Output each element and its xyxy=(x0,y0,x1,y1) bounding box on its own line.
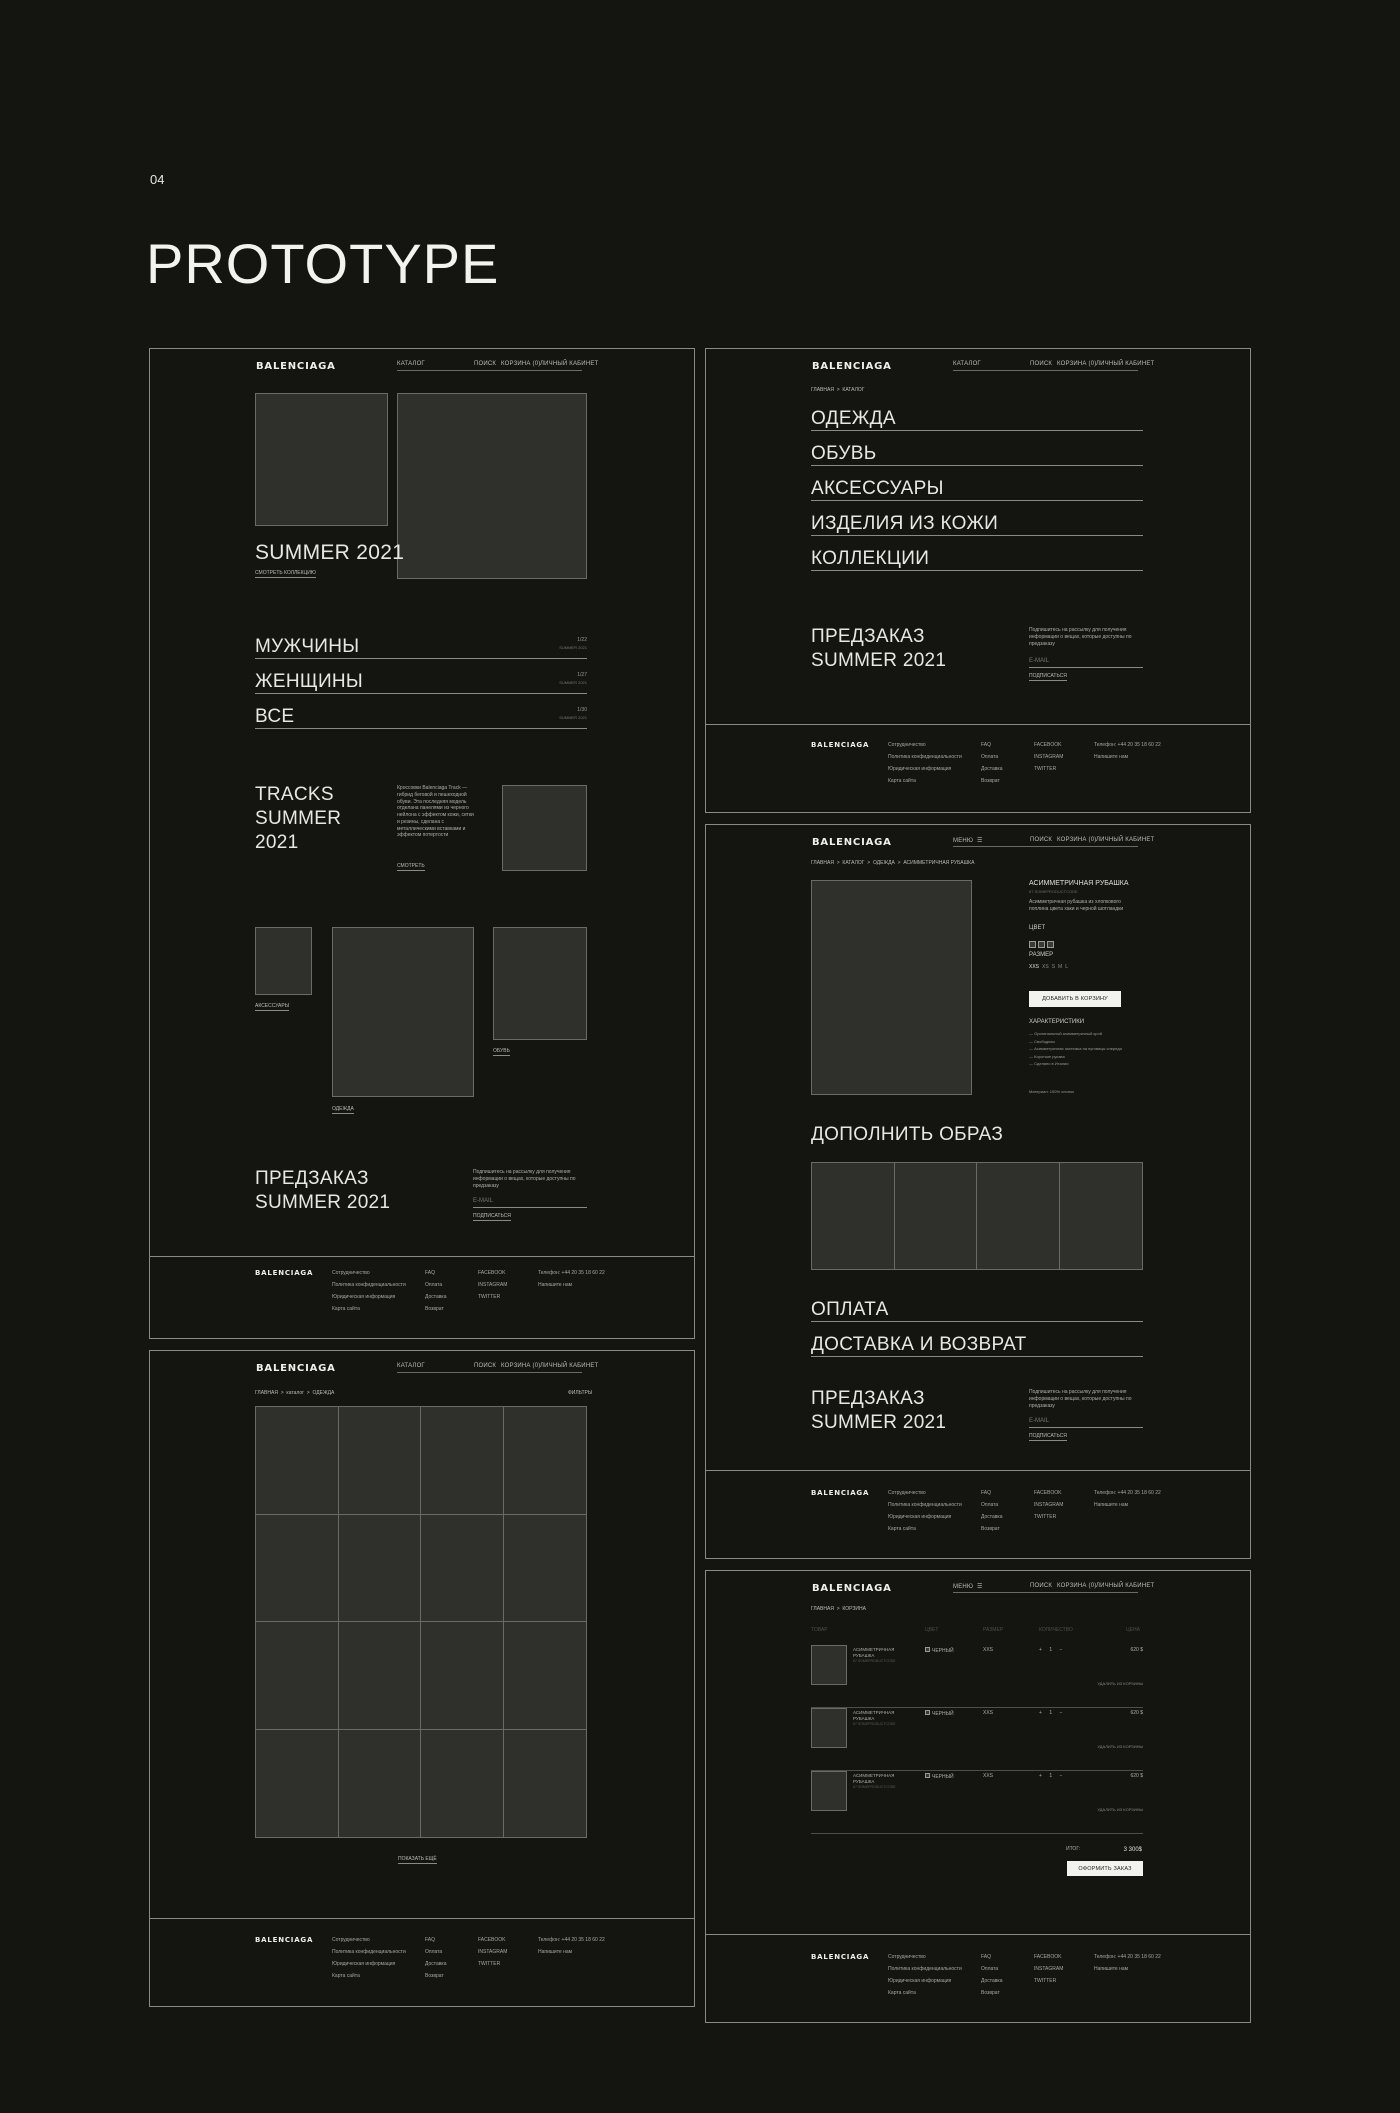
footer-col2[interactable]: FAQ Оплата Доставка Возврат xyxy=(981,1490,1003,1532)
delivery-row[interactable]: ДОСТАВКА И ВОЗВРАТ xyxy=(811,1333,1143,1357)
menu-item-collections[interactable]: КОЛЛЕКЦИИ xyxy=(811,547,1143,571)
cart-item-name[interactable]: АСИММЕТРИЧНАЯ РУБАШКА xyxy=(853,1647,895,1659)
footer-col4[interactable]: Телефон: +44 20 35 18 60 22 Напишите нам xyxy=(1094,742,1161,760)
complete-look-grid xyxy=(811,1162,1143,1270)
col-header-qty: КОЛИЧЕСТВО xyxy=(1039,1627,1073,1633)
preorder-title: ПРЕДЗАКАЗ SUMMER 2021 xyxy=(811,1388,947,1433)
look-item-card[interactable] xyxy=(895,1163,978,1269)
category-count: 1/22 xyxy=(577,637,587,643)
footer-col1[interactable]: Сотрудничество Политика конфиденциальности Юридическая информация Карта сайта xyxy=(332,1937,406,1979)
product-image xyxy=(811,880,972,1095)
footer-logo: BALENCIAGA xyxy=(811,741,870,749)
category-count: 1/27 xyxy=(577,672,587,678)
col-header-price: ЦЕНА xyxy=(1126,1627,1140,1633)
brand-logo[interactable]: BALENCIAGA xyxy=(256,361,336,372)
col-header-color: ЦВЕТ xyxy=(925,1627,939,1633)
product-card[interactable] xyxy=(339,1515,422,1623)
cart-item-image[interactable] xyxy=(811,1708,847,1748)
product-description: Асимметричная рубашка из хлопкового поплина цвета хаки и черной шотландки xyxy=(1029,899,1124,912)
footer-col4[interactable]: Телефон: +44 20 35 18 60 22 Напишите нам xyxy=(538,1270,605,1288)
product-card[interactable] xyxy=(421,1407,504,1515)
menu-item-accessories[interactable]: АКСЕССУАРЫ xyxy=(811,477,1143,501)
payment-row[interactable]: ОПЛАТА xyxy=(811,1298,1143,1322)
add-to-cart-button[interactable]: ДОБАВИТЬ В КОРЗИНУ xyxy=(1029,991,1121,1007)
product-name: АСИММЕТРИЧНАЯ РУБАШКА xyxy=(1029,880,1129,887)
nav-divider xyxy=(953,846,1138,847)
color-swatch xyxy=(925,1710,930,1715)
nav-divider xyxy=(953,1592,1138,1593)
size-option: L xyxy=(1065,964,1068,970)
email-input[interactable]: E-MAIL xyxy=(1029,657,1143,668)
tracks-link[interactable]: СМОТРЕТЬ xyxy=(397,863,425,869)
category-row-women[interactable] xyxy=(255,670,587,694)
cart-item-price: 620 $ xyxy=(1130,1773,1143,1779)
color-swatch xyxy=(1029,941,1036,948)
nav-search[interactable]: ПОИСК xyxy=(474,361,497,367)
subscribe-button[interactable]: ПОДПИСАТЬСЯ xyxy=(1029,1433,1067,1439)
nav-divider xyxy=(397,1372,582,1373)
footer-col2[interactable]: FAQ Оплата Доставка Возврат xyxy=(981,742,1003,784)
product-card[interactable] xyxy=(504,1515,587,1623)
look-item-card[interactable] xyxy=(1060,1163,1143,1269)
quantity-stepper[interactable]: + 1 − xyxy=(1039,1647,1063,1653)
accessories-link[interactable]: АКСЕССУАРЫ xyxy=(255,1003,290,1009)
footer-col2[interactable]: FAQ Оплата Доставка Возврат xyxy=(425,1937,447,1979)
tracks-title: TRACKS SUMMER 2021 xyxy=(255,784,342,853)
checkout-button[interactable]: ОФОРМИТЬ ЗАКАЗ xyxy=(1067,1861,1143,1876)
hero-image-small xyxy=(255,393,388,526)
footer-col3[interactable]: FACEBOOK INSTAGRAM TWITTER xyxy=(478,1270,508,1300)
breadcrumb[interactable]: ГЛАВНАЯ > КОРЗИНА xyxy=(811,1606,866,1612)
footer-col2[interactable]: FAQ Оплата Доставка Возврат xyxy=(425,1270,447,1312)
product-card[interactable] xyxy=(339,1622,422,1730)
cart-item-color: ЧЕРНЫЙ xyxy=(925,1773,954,1781)
complete-look-title: ДОПОЛНИТЬ ОБРАЗ xyxy=(811,1124,1004,1145)
cart-item-price: 620 $ xyxy=(1130,1647,1143,1653)
email-input[interactable]: E-MAIL xyxy=(473,1197,587,1208)
size-label: РАЗМЕР xyxy=(1029,952,1054,958)
cart-item-size: XXS xyxy=(983,1773,994,1779)
cart-item-sku: 67 SOMEPRODUCTCODE xyxy=(853,1722,896,1726)
size-option: XXS xyxy=(1029,964,1040,970)
brand-logo[interactable]: BALENCIAGA xyxy=(812,361,892,372)
nav-menu[interactable]: МЕНЮ ☰ xyxy=(953,1584,983,1590)
nav-cart[interactable]: КОРЗИНА (0) xyxy=(1057,361,1097,367)
cart-row xyxy=(811,1708,1143,1771)
size-option: XS xyxy=(1042,964,1049,970)
footer-logo: BALENCIAGA xyxy=(255,1269,314,1277)
menu-item-leather[interactable]: ИЗДЕЛИЯ ИЗ КОЖИ xyxy=(811,512,1143,536)
nav-cart[interactable]: КОРЗИНА (0) xyxy=(501,1363,541,1369)
size-options[interactable] xyxy=(1029,964,1068,970)
cart-item-name[interactable]: АСИММЕТРИЧНАЯ РУБАШКА xyxy=(853,1710,895,1722)
cart-row xyxy=(811,1645,1143,1708)
size-option: M xyxy=(1058,964,1063,970)
page-title: PROTOTYPE xyxy=(146,232,500,295)
product-card[interactable] xyxy=(256,1622,339,1730)
category-label: ВСЕ xyxy=(255,706,295,727)
category-row-all[interactable] xyxy=(255,705,587,729)
cart-page-frame xyxy=(705,1570,1251,2023)
nav-divider xyxy=(397,370,582,371)
size-option: S xyxy=(1051,964,1056,970)
nav-account[interactable]: ЛИЧНЫЙ КАБИНЕТ xyxy=(1096,361,1155,367)
footer-logo: BALENCIAGA xyxy=(255,1936,314,1944)
clothing-image xyxy=(332,927,474,1097)
cart-item-color: ЧЕРНЫЙ xyxy=(925,1647,954,1655)
remove-item-link[interactable]: УДАЛИТЬ ИЗ КОРЗИНЫ xyxy=(1097,1681,1143,1686)
shoes-image xyxy=(493,927,587,1040)
footer-col4[interactable]: Телефон: +44 20 35 18 60 22 Напишите нам xyxy=(1094,1954,1161,1972)
nav-account[interactable]: ЛИЧНЫЙ КАБИНЕТ xyxy=(540,1363,599,1369)
footer-logo: BALENCIAGA xyxy=(811,1489,870,1497)
section-number: 04 xyxy=(150,172,165,187)
cart-item-image[interactable] xyxy=(811,1645,847,1685)
specs-label: ХАРАКТЕРИСТИКИ xyxy=(1029,1019,1085,1025)
footer-col3[interactable]: FACEBOOK INSTAGRAM TWITTER xyxy=(1034,1490,1064,1520)
breadcrumb[interactable]: ГЛАВНАЯ > КАТАЛОГ xyxy=(811,387,865,393)
remove-item-link[interactable]: УДАЛИТЬ ИЗ КОРЗИНЫ xyxy=(1097,1807,1143,1812)
menu-icon: ☰ xyxy=(976,838,983,844)
look-item-card[interactable] xyxy=(812,1163,895,1269)
footer-col3[interactable]: FACEBOOK INSTAGRAM TWITTER xyxy=(1034,1954,1064,1984)
menu-icon: ☰ xyxy=(976,1584,983,1590)
footer-col1[interactable]: Сотрудничество Политика конфиденциальности Юридическая информация Карта сайта xyxy=(888,742,962,784)
nav-search[interactable]: ПОИСК xyxy=(1030,1583,1053,1589)
total-label: ИТОГ: xyxy=(1066,1846,1081,1852)
product-card[interactable] xyxy=(256,1730,339,1838)
color-swatch xyxy=(925,1773,930,1778)
cart-item-sku: 67 SOMEPRODUCTCODE xyxy=(853,1659,896,1663)
nav-cart[interactable]: КОРЗИНА (0) xyxy=(1057,1583,1097,1589)
cart-row xyxy=(811,1771,1143,1834)
nav-account[interactable]: ЛИЧНЫЙ КАБИНЕТ xyxy=(1096,837,1155,843)
footer-divider xyxy=(150,1256,695,1257)
col-header-product: ТОВАР xyxy=(811,1627,828,1633)
nav-catalog[interactable]: КАТАЛОГ xyxy=(397,1363,425,1369)
cart-item-size: XXS xyxy=(983,1647,994,1653)
nav-menu[interactable]: МЕНЮ ☰ xyxy=(953,838,983,844)
footer-col1[interactable]: Сотрудничество Политика конфиденциальности Юридическая информация Карта сайта xyxy=(888,1954,962,1996)
home-page-frame xyxy=(149,348,695,1339)
preorder-text: Подпишитесь на рассылку для получения информации о вещах, которые доступны по предзаказу xyxy=(473,1169,576,1189)
product-card[interactable] xyxy=(504,1730,587,1838)
color-label: ЦВЕТ xyxy=(1029,925,1046,931)
footer-divider xyxy=(706,1934,1251,1935)
category-sub: SUMMER 2021 xyxy=(559,680,587,685)
quantity-stepper[interactable]: + 1 − xyxy=(1039,1773,1063,1779)
cart-item-size: XXS xyxy=(983,1710,994,1716)
nav-catalog[interactable]: КАТАЛОГ xyxy=(953,361,981,367)
breadcrumb[interactable]: ГЛАВНАЯ > КАТАЛОГ > ОДЕЖДА > АСИММЕТРИЧНАЯ РУБАШКА xyxy=(811,860,975,866)
footer-col1[interactable]: Сотрудничество Политика конфиденциальности Юридическая информация Карта сайта xyxy=(888,1490,962,1532)
remove-item-link[interactable]: УДАЛИТЬ ИЗ КОРЗИНЫ xyxy=(1097,1744,1143,1749)
specs-list: — Оригинальный асимметричный крой — Свободная — Асимметричная застежка на пуговицы спереди — Короткие рукава — Сделано в Италии xyxy=(1029,1031,1122,1066)
color-swatch xyxy=(1047,941,1054,948)
nav-cart[interactable]: КОРЗИНА (0) xyxy=(501,361,541,367)
breadcrumb[interactable]: ГЛАВНАЯ > каталог > ОДЕЖДА xyxy=(255,1390,335,1396)
preorder-title: ПРЕДЗАКАЗ SUMMER 2021 xyxy=(255,1168,391,1213)
brand-logo[interactable]: BALENCIAGA xyxy=(256,1363,336,1374)
cart-item-price: 620 $ xyxy=(1130,1710,1143,1716)
nav-search[interactable]: ПОИСК xyxy=(474,1363,497,1369)
product-grid xyxy=(255,1406,587,1838)
nav-catalog[interactable]: КАТАЛОГ xyxy=(397,361,425,367)
product-card[interactable] xyxy=(256,1515,339,1623)
nav-search[interactable]: ПОИСК xyxy=(1030,837,1053,843)
catalog-menu-frame xyxy=(705,348,1251,813)
clothing-link[interactable]: ОДЕЖДА xyxy=(332,1106,354,1112)
col-header-size: РАЗМЕР xyxy=(983,1627,1004,1633)
tracks-image xyxy=(502,785,587,871)
nav-divider xyxy=(953,370,1138,371)
cart-item-sku: 67 SOMEPRODUCTCODE xyxy=(853,1785,896,1789)
product-card[interactable] xyxy=(504,1407,587,1515)
preorder-text: Подпишитесь на рассылку для получения информации о вещах, которые доступны по предзаказу xyxy=(1029,1389,1132,1409)
product-sku: 67 SOMEPRODUCTCODE xyxy=(1029,889,1078,894)
footer-col1[interactable]: Сотрудничество Политика конфиденциальности Юридическая информация Карта сайта xyxy=(332,1270,406,1312)
footer-divider xyxy=(706,1470,1251,1471)
category-label: ЖЕНЩИНЫ xyxy=(255,671,364,692)
product-card[interactable] xyxy=(421,1622,504,1730)
brand-logo[interactable]: BALENCIAGA xyxy=(812,837,892,848)
accessories-image xyxy=(255,927,312,995)
look-item-card[interactable] xyxy=(977,1163,1060,1269)
product-card[interactable] xyxy=(339,1407,422,1515)
show-more-button[interactable]: ПОКАЗАТЬ ЕЩЁ xyxy=(398,1856,437,1862)
footer-col3[interactable]: FACEBOOK INSTAGRAM TWITTER xyxy=(478,1937,508,1967)
total-value: 3 300$ xyxy=(1123,1847,1142,1853)
tracks-description: Кроссовки Balenciaga Track — гибрид беговой и пешеходной обуви. Эта последняя модель отделана панелями из черного нейлона с эффектом кожи, сетки и резины, сделана с металлическими вставками и эффектом потертости xyxy=(397,785,474,839)
email-input[interactable]: E-MAIL xyxy=(1029,1417,1143,1428)
footer-col2[interactable]: FAQ Оплата Доставка Возврат xyxy=(981,1954,1003,1996)
menu-item-clothing[interactable]: ОДЕЖДА xyxy=(811,407,1143,431)
footer-col4[interactable]: Телефон: +44 20 35 18 60 22 Напишите нам xyxy=(538,1937,605,1955)
preorder-title: ПРЕДЗАКАЗ SUMMER 2021 xyxy=(811,626,947,671)
brand-logo[interactable]: BALENCIAGA xyxy=(812,1583,892,1594)
footer-logo: BALENCIAGA xyxy=(811,1953,870,1961)
preorder-text: Подпишитесь на рассылку для получения информации о вещах, которые доступны по предзаказу xyxy=(1029,627,1132,647)
footer-divider xyxy=(150,1918,695,1919)
product-card[interactable] xyxy=(421,1730,504,1838)
footer-divider xyxy=(706,724,1251,725)
product-card[interactable] xyxy=(504,1622,587,1730)
hero-collection-link[interactable]: СМОТРЕТЬ КОЛЛЕКЦИЮ xyxy=(255,570,316,576)
cart-item-image[interactable] xyxy=(811,1771,847,1811)
cart-item-color: ЧЕРНЫЙ xyxy=(925,1710,954,1718)
category-label: МУЖЧИНЫ xyxy=(255,636,360,657)
listing-page-frame xyxy=(149,1350,695,2007)
filters-button[interactable]: ФИЛЬТРЫ xyxy=(568,1390,593,1396)
category-sub: SUMMER 2021 xyxy=(559,645,587,650)
hero-title: SUMMER 2021 xyxy=(255,541,405,564)
color-swatches[interactable] xyxy=(1029,935,1056,953)
menu-item-shoes[interactable]: ОБУВЬ xyxy=(811,442,1143,466)
color-swatch xyxy=(1038,941,1045,948)
composition: Материал: 100% хлопок xyxy=(1029,1089,1074,1094)
category-row-men[interactable] xyxy=(255,635,587,659)
category-sub: SUMMER 2021 xyxy=(559,715,587,720)
footer-col3[interactable]: FACEBOOK INSTAGRAM TWITTER xyxy=(1034,742,1064,772)
subscribe-button[interactable]: ПОДПИСАТЬСЯ xyxy=(1029,673,1067,679)
nav-search[interactable]: ПОИСК xyxy=(1030,361,1053,367)
nav-cart[interactable]: КОРЗИНА (0) xyxy=(1057,837,1097,843)
product-card[interactable] xyxy=(339,1730,422,1838)
shoes-link[interactable]: ОБУВЬ xyxy=(493,1048,510,1054)
footer-col4[interactable]: Телефон: +44 20 35 18 60 22 Напишите нам xyxy=(1094,1490,1161,1508)
product-card[interactable] xyxy=(421,1515,504,1623)
nav-account[interactable]: ЛИЧНЫЙ КАБИНЕТ xyxy=(1096,1583,1155,1589)
product-page-frame xyxy=(705,824,1251,1559)
nav-account[interactable]: ЛИЧНЫЙ КАБИНЕТ xyxy=(540,361,599,367)
category-count: 1/30 xyxy=(577,707,587,713)
color-swatch xyxy=(925,1647,930,1652)
quantity-stepper[interactable]: + 1 − xyxy=(1039,1710,1063,1716)
cart-item-name[interactable]: АСИММЕТРИЧНАЯ РУБАШКА xyxy=(853,1773,895,1785)
hero-image-large xyxy=(397,393,587,579)
product-card[interactable] xyxy=(256,1407,339,1515)
subscribe-button[interactable]: ПОДПИСАТЬСЯ xyxy=(473,1213,511,1219)
